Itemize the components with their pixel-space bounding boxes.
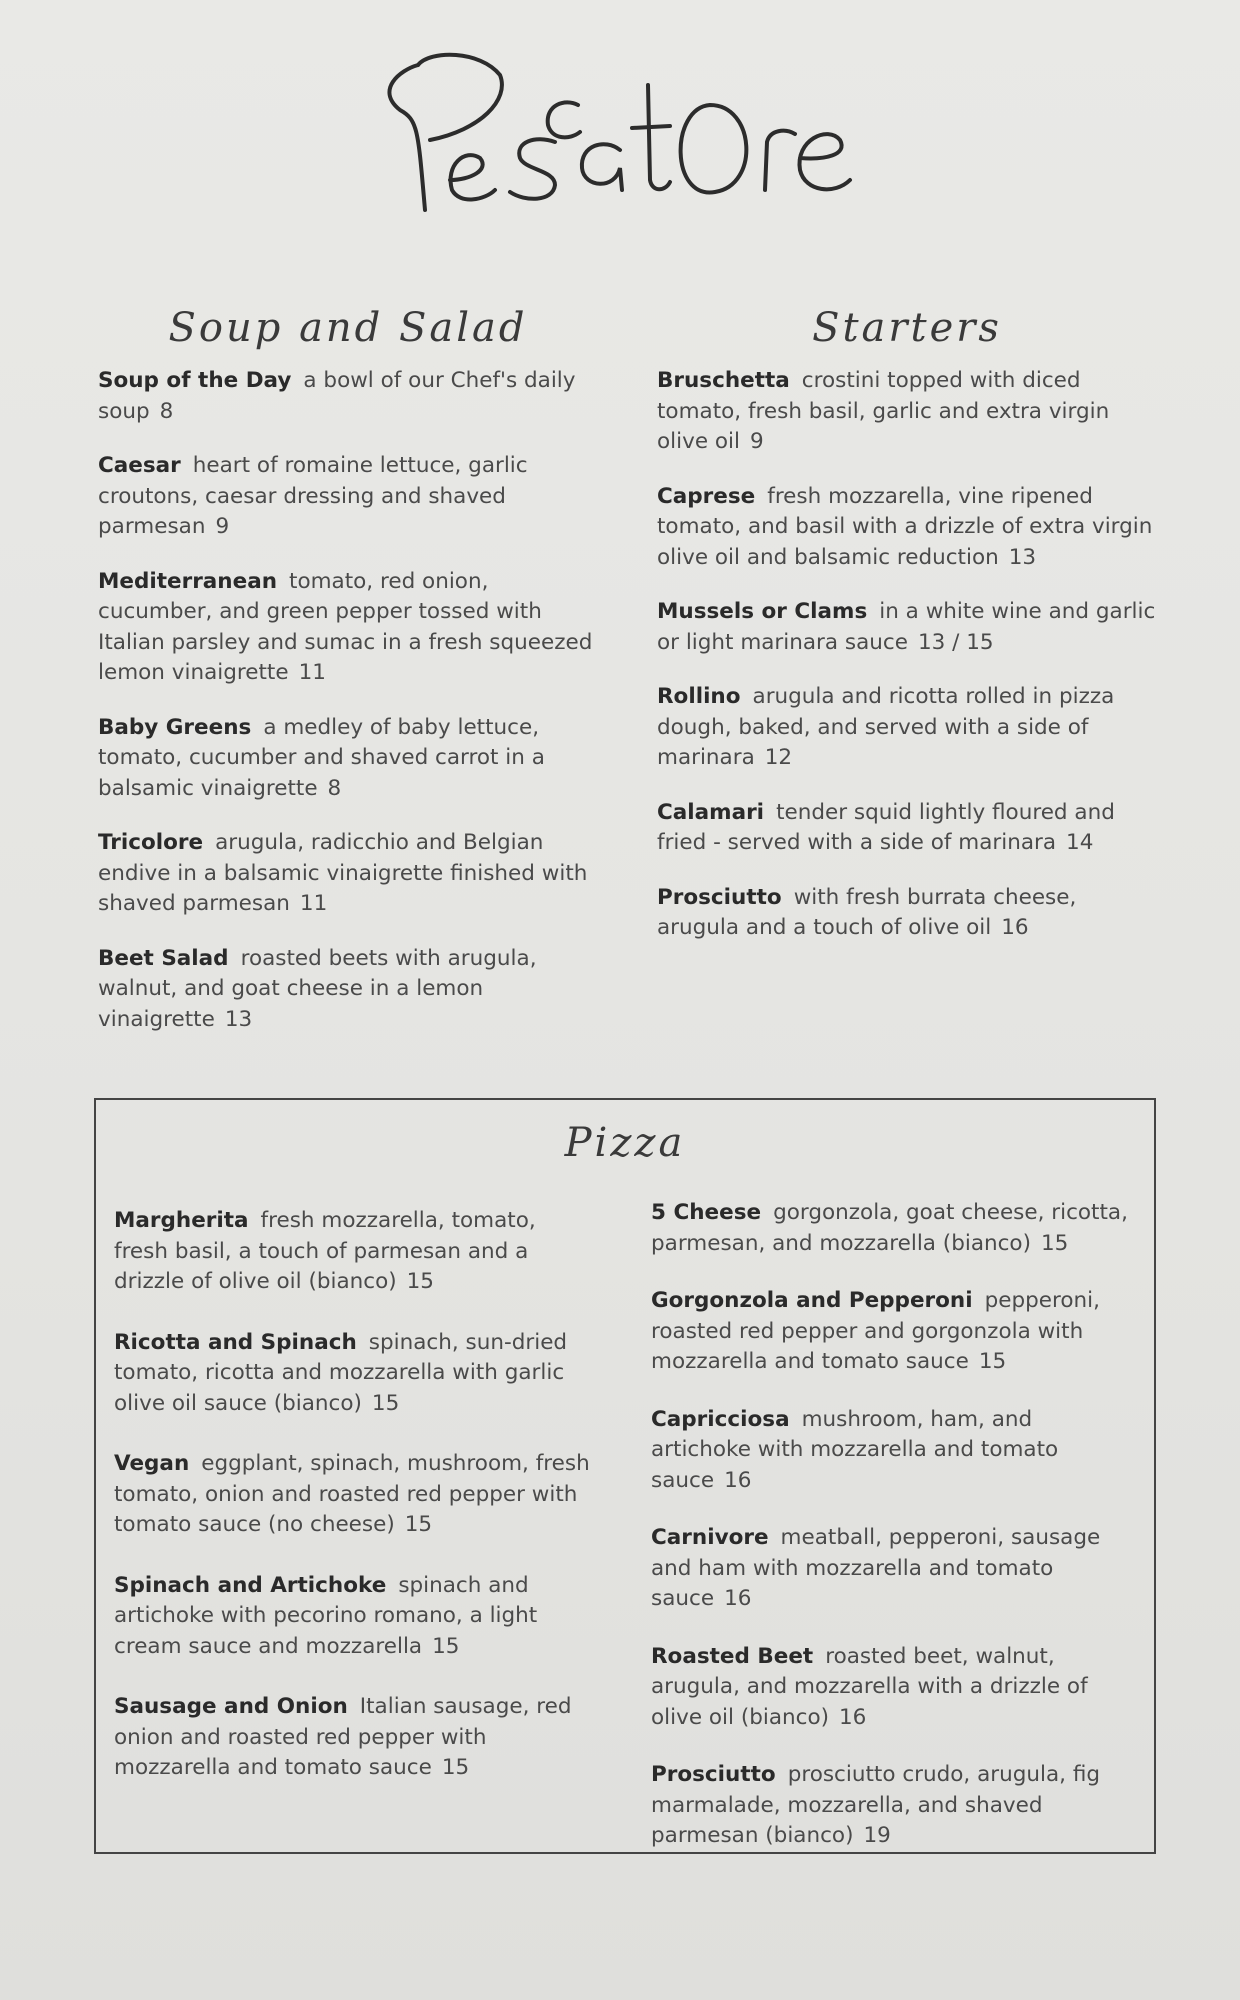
item-price: 9 [215, 514, 230, 539]
item-price: 13 [224, 1006, 253, 1032]
pescatore-logo-mark [370, 30, 870, 230]
item-price: 11 [299, 891, 328, 916]
menu-item [651, 1286, 1131, 1378]
item-name: Rollino [657, 684, 741, 709]
item-name: Carnivore [651, 1525, 769, 1550]
item-name: Calamari [657, 799, 765, 825]
item-price: 19 [863, 1823, 891, 1848]
item-description: prosciutto crudo, arugula, fig marmalade, mozzarella, and shaved parmesan (bianco) [651, 1762, 1101, 1848]
menu-item [114, 1449, 594, 1541]
item-name: Soup of the Day [98, 368, 292, 393]
item-description: roasted beets with arugula, walnut, and goat cheese in a lemon vinaigrette [98, 945, 537, 1032]
item-description: tomato, red onion, cucumber, and green pepper tossed with Italian parsley and sumac in a fresh squeezed lemon vinaigrette [98, 568, 593, 685]
menu-item [98, 366, 598, 427]
menu-item [98, 944, 598, 1036]
section-title-starters: Starters [812, 305, 1002, 351]
menu-item [657, 798, 1157, 859]
section-title-soup-and-salad: Soup and Salad [168, 305, 528, 351]
item-name: Bruschetta [657, 368, 790, 393]
item-price: 13 [1008, 544, 1037, 570]
item-price: 15 [1040, 1230, 1069, 1256]
item-price: 8 [327, 775, 342, 801]
item-description: with fresh burrata cheese, arugula and a touch of olive oil [657, 884, 1077, 940]
menu-item [651, 1405, 1131, 1497]
soup-and-salad-list [98, 366, 598, 1035]
item-description: a bowl of our Chef's daily soup [98, 368, 576, 424]
menu-item [651, 1760, 1131, 1852]
item-description: eggplant, spinach, mushroom, fresh tomato, onion and roasted red pepper with tomato sauce (no cheese) [114, 1451, 590, 1537]
pizza-section [94, 1098, 1156, 1854]
starters-section [657, 298, 1157, 968]
item-description: a medley of baby lettuce, tomato, cucumber and shaved carrot in a balsamic vinaigrette [98, 714, 545, 801]
menu-item [657, 482, 1157, 574]
item-name: Caprese [657, 483, 756, 509]
item-price: 9 [750, 429, 764, 454]
item-name: Baby Greens [98, 714, 252, 740]
item-price: 16 [1001, 915, 1029, 940]
item-price: 16 [839, 1704, 867, 1730]
item-price: 13 / 15 [917, 629, 994, 655]
item-name: Margherita [114, 1208, 249, 1233]
item-description: in a white wine and garlic or light marinara sauce [657, 599, 1156, 655]
item-description: spinach, sun-dried tomato, ricotta and mozzarella with garlic olive oil sauce (bianco) [114, 1329, 568, 1416]
item-name: Mussels or Clams [657, 599, 868, 624]
item-name: Roasted Beet [651, 1643, 814, 1669]
item-name: Tricolore [98, 830, 204, 855]
item-description: gorgonzola, goat cheese, ricotta, parmesan, and mozzarella (bianco) [651, 1200, 1128, 1256]
item-name: Prosciutto [651, 1762, 776, 1787]
pizza-list-left [114, 1206, 594, 1814]
item-price: 15 [432, 1633, 460, 1659]
menu-item [98, 713, 598, 805]
item-price: 16 [724, 1467, 752, 1493]
item-price: 15 [371, 1390, 400, 1416]
item-description: fresh mozzarella, vine ripened tomato, and basil with a drizzle of extra virgin olive oil and balsamic reduction [657, 483, 1153, 570]
item-price: 16 [724, 1586, 752, 1611]
menu-item [114, 1328, 594, 1420]
item-name: 5 Cheese [651, 1200, 762, 1225]
item-name: Gorgonzola and Pepperoni [651, 1288, 973, 1313]
starters-list [657, 366, 1157, 944]
item-description: mushroom, ham, and artichoke with mozzarella and tomato sauce [651, 1406, 1059, 1493]
menu-item [98, 451, 598, 543]
menu-item [657, 366, 1157, 458]
item-price: 15 [406, 1269, 434, 1294]
item-price: 15 [978, 1349, 1007, 1374]
pescatore-logo [370, 30, 870, 230]
item-name: Vegan [114, 1451, 190, 1476]
item-name: Sausage and Onion [114, 1694, 348, 1719]
menu-item [114, 1206, 594, 1298]
soup-and-salad-section [98, 298, 598, 1059]
menu-item [657, 883, 1157, 944]
item-price: 12 [764, 745, 793, 770]
menu-item [114, 1571, 594, 1663]
item-name: Mediterranean [98, 568, 278, 594]
item-description: crostini topped with diced tomato, fresh basil, garlic and extra virgin olive oil [657, 368, 1110, 454]
item-description: spinach and artichoke with pecorino romano, a light cream sauce and mozzarella [114, 1572, 538, 1659]
item-description: heart of romaine lettuce, garlic croutons, caesar dressing and shaved parmesan [98, 453, 528, 539]
menu-item [657, 597, 1157, 658]
item-name: Beet Salad [98, 945, 229, 971]
item-price: 8 [159, 398, 174, 424]
item-name: Caesar [98, 453, 181, 478]
item-name: Spinach and Artichoke [114, 1572, 387, 1598]
menu-item [651, 1642, 1131, 1734]
item-description: pepperoni, roasted red pepper and gorgonzola with mozzarella and tomato sauce [651, 1288, 1100, 1374]
item-description: meatball, pepperoni, sausage and ham with mozzarella and tomato sauce [651, 1525, 1101, 1611]
pizza-list-right [651, 1198, 1131, 1879]
item-name: Ricotta and Spinach [114, 1329, 357, 1355]
item-description: roasted beet, walnut, arugula, and mozzarella with a drizzle of olive oil (bianco) [651, 1643, 1088, 1730]
item-price: 14 [1066, 830, 1094, 855]
item-name: Prosciutto [657, 884, 782, 910]
item-price: 15 [404, 1512, 433, 1537]
menu-item [657, 682, 1157, 774]
item-description: tender squid lightly floured and fried - served with a side of marinara [657, 799, 1115, 855]
menu-item [651, 1198, 1131, 1259]
menu-item [98, 567, 598, 689]
menu-item [114, 1692, 594, 1784]
section-title-pizza: Pizza [564, 1120, 686, 1166]
item-price: 15 [441, 1755, 470, 1780]
item-description: fresh mozzarella, tomato, fresh basil, a touch of parmesan and a drizzle of olive oil (bianco) [114, 1208, 536, 1294]
item-description: Italian sausage, red onion and roasted red pepper with mozzarella and tomato sauce [114, 1694, 572, 1780]
menu-item [98, 828, 598, 920]
item-name: Capricciosa [651, 1406, 790, 1432]
menu-item [651, 1523, 1131, 1615]
item-description: arugula and ricotta rolled in pizza dough, baked, and served with a side of marinara [657, 684, 1115, 770]
item-description: arugula, radicchio and Belgian endive in a balsamic vinaigrette finished with shaved parmesan [98, 830, 588, 916]
item-price: 11 [298, 660, 326, 685]
